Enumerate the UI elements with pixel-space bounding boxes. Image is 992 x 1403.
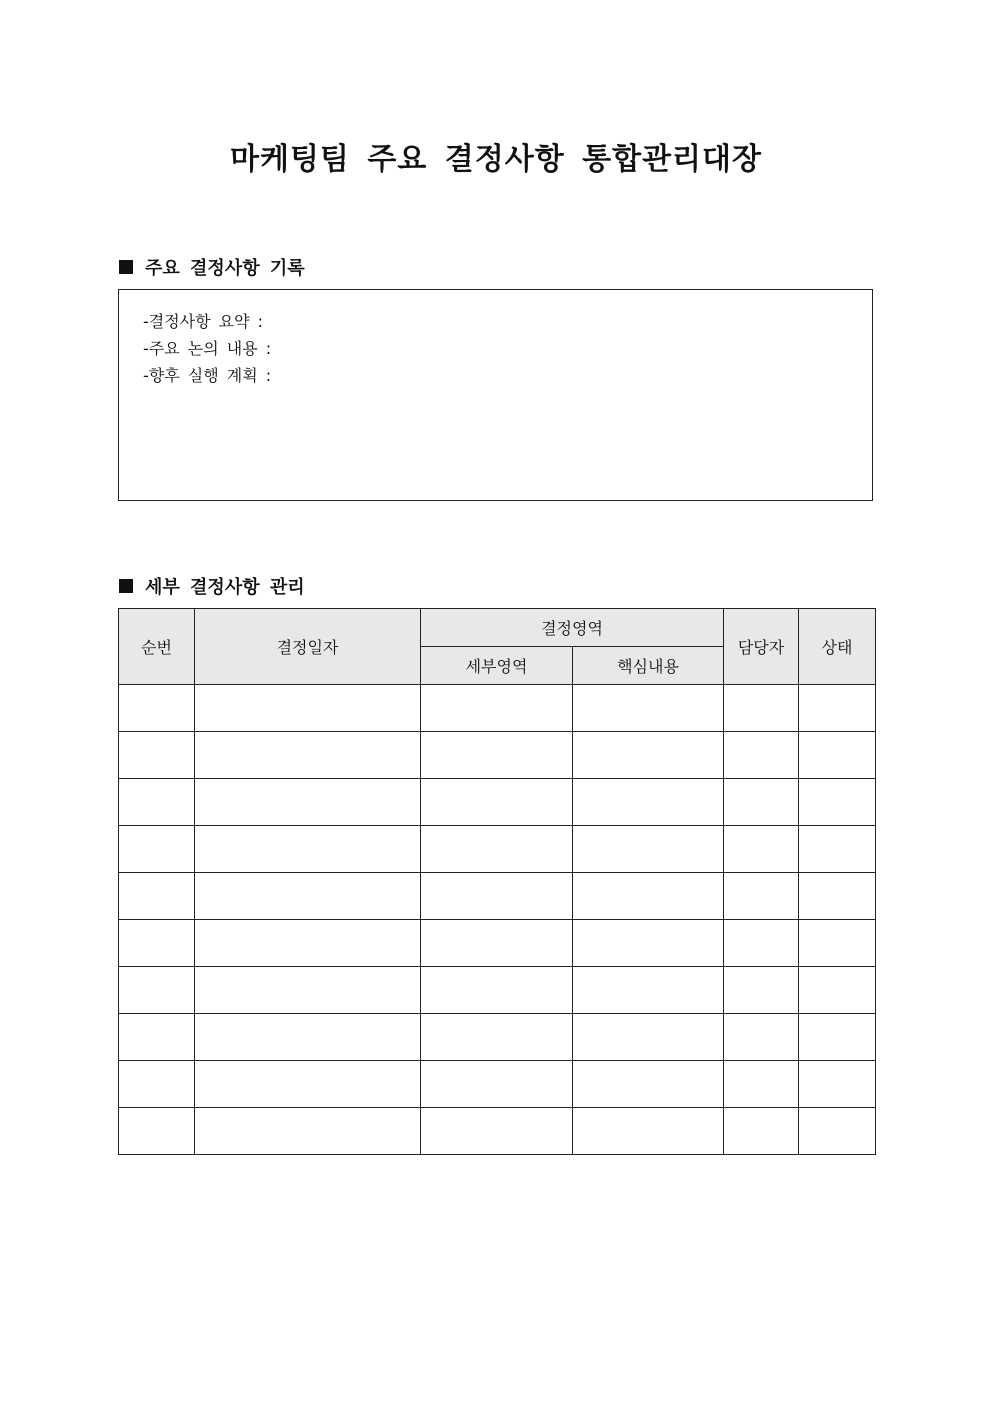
cell-date[interactable] bbox=[195, 1108, 421, 1155]
cell-sub-area[interactable] bbox=[421, 732, 573, 779]
cell-owner[interactable] bbox=[724, 967, 799, 1014]
cell-key-content[interactable] bbox=[573, 967, 724, 1014]
cell-status[interactable] bbox=[799, 779, 876, 826]
cell-owner[interactable] bbox=[724, 873, 799, 920]
cell-owner[interactable] bbox=[724, 685, 799, 732]
cell-owner[interactable] bbox=[724, 826, 799, 873]
decision-record-box[interactable] bbox=[118, 289, 873, 501]
column-header-owner: 담당자 bbox=[724, 609, 799, 685]
table-header-row bbox=[119, 609, 876, 647]
cell-sub-area[interactable] bbox=[421, 826, 573, 873]
column-header-no: 순번 bbox=[119, 609, 195, 685]
section-heading-label: 주요 결정사항 기록 bbox=[145, 258, 305, 279]
cell-key-content[interactable] bbox=[573, 685, 724, 732]
table-row bbox=[119, 920, 876, 967]
cell-no[interactable] bbox=[119, 1014, 195, 1061]
cell-date[interactable] bbox=[195, 1061, 421, 1108]
cell-sub-area[interactable] bbox=[421, 873, 573, 920]
cell-owner[interactable] bbox=[724, 732, 799, 779]
cell-sub-area[interactable] bbox=[421, 1014, 573, 1061]
cell-status[interactable] bbox=[799, 826, 876, 873]
cell-no[interactable] bbox=[119, 1108, 195, 1155]
cell-key-content[interactable] bbox=[573, 779, 724, 826]
decision-detail-table bbox=[118, 608, 876, 1155]
cell-owner[interactable] bbox=[724, 1108, 799, 1155]
cell-owner[interactable] bbox=[724, 920, 799, 967]
square-bullet-icon bbox=[119, 579, 133, 593]
section-heading-record bbox=[119, 254, 305, 280]
cell-sub-area[interactable] bbox=[421, 1108, 573, 1155]
cell-no[interactable] bbox=[119, 779, 195, 826]
table-row bbox=[119, 1014, 876, 1061]
page-title: 마케팅팀 주요 결정사항 통합관리대장 bbox=[229, 142, 762, 177]
cell-status[interactable] bbox=[799, 1014, 876, 1061]
cell-no[interactable] bbox=[119, 1061, 195, 1108]
cell-no[interactable] bbox=[119, 826, 195, 873]
cell-status[interactable] bbox=[799, 1108, 876, 1155]
cell-sub-area[interactable] bbox=[421, 1061, 573, 1108]
cell-no[interactable] bbox=[119, 685, 195, 732]
cell-owner[interactable] bbox=[724, 1061, 799, 1108]
cell-date[interactable] bbox=[195, 779, 421, 826]
cell-status[interactable] bbox=[799, 1061, 876, 1108]
cell-status[interactable] bbox=[799, 920, 876, 967]
cell-date[interactable] bbox=[195, 685, 421, 732]
section-heading-detail bbox=[119, 573, 305, 599]
table-row bbox=[119, 873, 876, 920]
cell-key-content[interactable] bbox=[573, 873, 724, 920]
column-header-status: 상태 bbox=[799, 609, 876, 685]
cell-status[interactable] bbox=[799, 873, 876, 920]
cell-key-content[interactable] bbox=[573, 920, 724, 967]
table-row bbox=[119, 685, 876, 732]
cell-status[interactable] bbox=[799, 685, 876, 732]
cell-no[interactable] bbox=[119, 873, 195, 920]
decision-summary-line: -결정사항 요약 : bbox=[143, 312, 264, 331]
cell-date[interactable] bbox=[195, 873, 421, 920]
column-header-date: 결정일자 bbox=[195, 609, 421, 685]
table-body bbox=[119, 685, 876, 1155]
cell-key-content[interactable] bbox=[573, 732, 724, 779]
table-row bbox=[119, 967, 876, 1014]
cell-key-content[interactable] bbox=[573, 1061, 724, 1108]
cell-date[interactable] bbox=[195, 967, 421, 1014]
cell-key-content[interactable] bbox=[573, 1014, 724, 1061]
cell-date[interactable] bbox=[195, 732, 421, 779]
column-header-area: 결정영역 bbox=[421, 609, 724, 647]
cell-status[interactable] bbox=[799, 967, 876, 1014]
execution-plan-line: -향후 실행 계획 : bbox=[143, 366, 272, 385]
table-row bbox=[119, 779, 876, 826]
section-heading-label: 세부 결정사항 관리 bbox=[145, 577, 305, 598]
table-row bbox=[119, 1061, 876, 1108]
square-bullet-icon bbox=[119, 260, 133, 274]
cell-key-content[interactable] bbox=[573, 826, 724, 873]
cell-date[interactable] bbox=[195, 826, 421, 873]
cell-status[interactable] bbox=[799, 732, 876, 779]
cell-sub-area[interactable] bbox=[421, 685, 573, 732]
column-header-key-content: 핵심내용 bbox=[573, 647, 724, 685]
cell-no[interactable] bbox=[119, 732, 195, 779]
cell-sub-area[interactable] bbox=[421, 779, 573, 826]
table-row bbox=[119, 826, 876, 873]
cell-owner[interactable] bbox=[724, 779, 799, 826]
column-header-sub-area: 세부영역 bbox=[421, 647, 573, 685]
table-row bbox=[119, 1108, 876, 1155]
cell-date[interactable] bbox=[195, 920, 421, 967]
cell-owner[interactable] bbox=[724, 1014, 799, 1061]
cell-no[interactable] bbox=[119, 920, 195, 967]
table-row bbox=[119, 732, 876, 779]
cell-date[interactable] bbox=[195, 1014, 421, 1061]
cell-sub-area[interactable] bbox=[421, 920, 573, 967]
discussion-content-line: -주요 논의 내용 : bbox=[143, 339, 272, 358]
cell-no[interactable] bbox=[119, 967, 195, 1014]
cell-sub-area[interactable] bbox=[421, 967, 573, 1014]
cell-key-content[interactable] bbox=[573, 1108, 724, 1155]
